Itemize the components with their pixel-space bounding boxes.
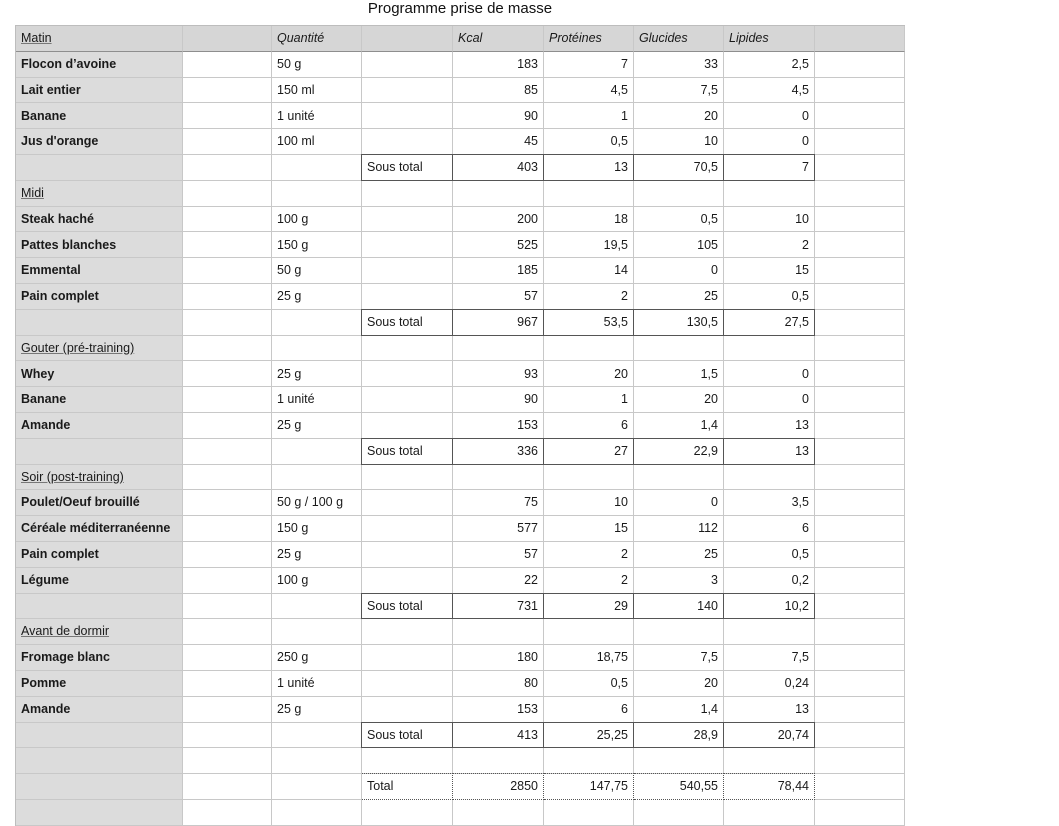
subtotal-proteines[interactable]: 25,25 (543, 722, 634, 749)
empty-cell[interactable] (183, 774, 272, 800)
empty-cell[interactable] (16, 594, 183, 620)
empty-cell[interactable] (815, 774, 905, 800)
food-name[interactable]: Lait entier (16, 78, 183, 104)
kcal-cell[interactable]: 90 (453, 387, 544, 413)
empty-cell[interactable] (183, 361, 272, 387)
food-name[interactable]: Légume (16, 568, 183, 594)
empty-cell[interactable] (362, 490, 453, 516)
quantity-cell[interactable]: 100 ml (272, 129, 362, 155)
empty-cell[interactable] (183, 516, 272, 542)
glucides-cell[interactable]: 3 (634, 568, 724, 594)
proteines-cell[interactable]: 19,5 (544, 232, 634, 258)
empty-cell[interactable] (362, 413, 453, 439)
lipides-cell[interactable]: 13 (724, 413, 815, 439)
food-name[interactable]: Fromage blanc (16, 645, 183, 671)
glucides-cell[interactable]: 0,5 (634, 207, 724, 233)
empty-cell[interactable] (362, 697, 453, 723)
subtotal-lipides[interactable]: 13 (723, 438, 815, 465)
empty-cell[interactable] (272, 439, 362, 465)
glucides-cell[interactable]: 105 (634, 232, 724, 258)
empty-cell[interactable] (16, 800, 183, 826)
empty-cell[interactable] (724, 465, 815, 491)
glucides-cell[interactable]: 7,5 (634, 78, 724, 104)
glucides-cell[interactable]: 1,5 (634, 361, 724, 387)
lipides-cell[interactable]: 0 (724, 387, 815, 413)
empty-cell[interactable] (815, 619, 905, 645)
header-cell[interactable]: Quantité (272, 26, 362, 52)
subtotal-label[interactable]: Sous total (361, 722, 453, 749)
quantity-cell[interactable]: 50 g (272, 258, 362, 284)
quantity-cell[interactable]: 1 unité (272, 671, 362, 697)
header-cell[interactable] (815, 26, 905, 52)
empty-cell[interactable] (815, 78, 905, 104)
empty-cell[interactable] (815, 129, 905, 155)
empty-cell[interactable] (544, 336, 634, 362)
header-cell[interactable]: Kcal (453, 26, 544, 52)
header-cell[interactable] (362, 26, 453, 52)
section-label[interactable]: Gouter (pré-training) (16, 336, 183, 362)
subtotal-lipides[interactable]: 7 (723, 154, 815, 181)
kcal-cell[interactable]: 75 (453, 490, 544, 516)
glucides-cell[interactable]: 0 (634, 490, 724, 516)
food-name[interactable]: Amande (16, 413, 183, 439)
food-name[interactable]: Emmental (16, 258, 183, 284)
lipides-cell[interactable]: 6 (724, 516, 815, 542)
empty-cell[interactable] (362, 207, 453, 233)
quantity-cell[interactable]: 100 g (272, 207, 362, 233)
empty-cell[interactable] (362, 284, 453, 310)
empty-cell[interactable] (362, 619, 453, 645)
empty-cell[interactable] (183, 336, 272, 362)
empty-cell[interactable] (362, 336, 453, 362)
proteines-cell[interactable]: 20 (544, 361, 634, 387)
header-cell[interactable] (183, 26, 272, 52)
empty-cell[interactable] (362, 387, 453, 413)
total-proteines[interactable]: 147,75 (544, 773, 634, 800)
glucides-cell[interactable]: 20 (634, 387, 724, 413)
empty-cell[interactable] (362, 232, 453, 258)
lipides-cell[interactable]: 0 (724, 103, 815, 129)
subtotal-glucides[interactable]: 70,5 (633, 154, 724, 181)
empty-cell[interactable] (183, 594, 272, 620)
empty-cell[interactable] (272, 181, 362, 207)
empty-cell[interactable] (362, 748, 453, 774)
quantity-cell[interactable]: 250 g (272, 645, 362, 671)
empty-cell[interactable] (362, 516, 453, 542)
empty-cell[interactable] (815, 697, 905, 723)
proteines-cell[interactable]: 14 (544, 258, 634, 284)
total-kcal[interactable]: 2850 (453, 773, 544, 800)
glucides-cell[interactable]: 112 (634, 516, 724, 542)
subtotal-kcal[interactable]: 336 (452, 438, 544, 465)
food-name[interactable]: Flocon d’avoine (16, 52, 183, 78)
kcal-cell[interactable]: 85 (453, 78, 544, 104)
kcal-cell[interactable]: 200 (453, 207, 544, 233)
empty-cell[interactable] (16, 748, 183, 774)
empty-cell[interactable] (183, 310, 272, 336)
empty-cell[interactable] (815, 207, 905, 233)
quantity-cell[interactable]: 150 ml (272, 78, 362, 104)
empty-cell[interactable] (183, 78, 272, 104)
subtotal-glucides[interactable]: 28,9 (633, 722, 724, 749)
empty-cell[interactable] (183, 181, 272, 207)
subtotal-glucides[interactable]: 22,9 (633, 438, 724, 465)
empty-cell[interactable] (815, 490, 905, 516)
proteines-cell[interactable]: 1 (544, 103, 634, 129)
empty-cell[interactable] (272, 800, 362, 826)
empty-cell[interactable] (815, 181, 905, 207)
subtotal-lipides[interactable]: 27,5 (723, 309, 815, 336)
kcal-cell[interactable]: 22 (453, 568, 544, 594)
kcal-cell[interactable]: 153 (453, 697, 544, 723)
kcal-cell[interactable]: 80 (453, 671, 544, 697)
quantity-cell[interactable]: 150 g (272, 516, 362, 542)
proteines-cell[interactable]: 6 (544, 697, 634, 723)
empty-cell[interactable] (16, 155, 183, 181)
subtotal-label[interactable]: Sous total (361, 438, 453, 465)
subtotal-kcal[interactable]: 967 (452, 309, 544, 336)
empty-cell[interactable] (362, 258, 453, 284)
total-label[interactable]: Total (362, 773, 453, 800)
kcal-cell[interactable]: 577 (453, 516, 544, 542)
proteines-cell[interactable]: 18 (544, 207, 634, 233)
subtotal-proteines[interactable]: 29 (543, 593, 634, 620)
glucides-cell[interactable]: 33 (634, 52, 724, 78)
food-name[interactable]: Whey (16, 361, 183, 387)
empty-cell[interactable] (362, 645, 453, 671)
empty-cell[interactable] (544, 748, 634, 774)
food-name[interactable]: Pain complet (16, 542, 183, 568)
empty-cell[interactable] (453, 181, 544, 207)
empty-cell[interactable] (815, 155, 905, 181)
food-name[interactable]: Pain complet (16, 284, 183, 310)
empty-cell[interactable] (815, 671, 905, 697)
empty-cell[interactable] (544, 181, 634, 207)
empty-cell[interactable] (183, 800, 272, 826)
subtotal-proteines[interactable]: 53,5 (543, 309, 634, 336)
total-lipides[interactable]: 78,44 (724, 773, 815, 800)
quantity-cell[interactable]: 100 g (272, 568, 362, 594)
glucides-cell[interactable]: 1,4 (634, 697, 724, 723)
subtotal-lipides[interactable]: 20,74 (723, 722, 815, 749)
empty-cell[interactable] (544, 619, 634, 645)
food-name[interactable]: Amande (16, 697, 183, 723)
empty-cell[interactable] (815, 387, 905, 413)
empty-cell[interactable] (362, 181, 453, 207)
empty-cell[interactable] (815, 568, 905, 594)
glucides-cell[interactable]: 7,5 (634, 645, 724, 671)
empty-cell[interactable] (815, 516, 905, 542)
sheet-title: Programme prise de masse (367, 0, 553, 17)
empty-cell[interactable] (183, 207, 272, 233)
total-glucides[interactable]: 540,55 (634, 773, 724, 800)
empty-cell[interactable] (183, 155, 272, 181)
empty-cell[interactable] (634, 800, 724, 826)
subtotal-kcal[interactable]: 403 (452, 154, 544, 181)
lipides-cell[interactable]: 7,5 (724, 645, 815, 671)
empty-cell[interactable] (815, 361, 905, 387)
empty-cell[interactable] (815, 310, 905, 336)
glucides-cell[interactable]: 20 (634, 103, 724, 129)
empty-cell[interactable] (16, 439, 183, 465)
subtotal-kcal[interactable]: 413 (452, 722, 544, 749)
empty-cell[interactable] (815, 103, 905, 129)
empty-cell[interactable] (453, 465, 544, 491)
food-name[interactable]: Jus d'orange (16, 129, 183, 155)
section-label[interactable]: Avant de dormir (16, 619, 183, 645)
quantity-cell[interactable]: 25 g (272, 413, 362, 439)
proteines-cell[interactable]: 2 (544, 284, 634, 310)
empty-cell[interactable] (16, 774, 183, 800)
empty-cell[interactable] (724, 800, 815, 826)
empty-cell[interactable] (16, 723, 183, 749)
empty-cell[interactable] (815, 800, 905, 826)
kcal-cell[interactable]: 153 (453, 413, 544, 439)
glucides-cell[interactable]: 20 (634, 671, 724, 697)
empty-cell[interactable] (272, 155, 362, 181)
food-name[interactable]: Banane (16, 103, 183, 129)
empty-cell[interactable] (544, 800, 634, 826)
empty-cell[interactable] (183, 697, 272, 723)
empty-cell[interactable] (272, 774, 362, 800)
lipides-cell[interactable]: 13 (724, 697, 815, 723)
empty-cell[interactable] (183, 439, 272, 465)
quantity-cell[interactable]: 1 unité (272, 103, 362, 129)
empty-cell[interactable] (815, 723, 905, 749)
lipides-cell[interactable]: 0 (724, 129, 815, 155)
lipides-cell[interactable]: 0,5 (724, 284, 815, 310)
empty-cell[interactable] (815, 413, 905, 439)
subtotal-proteines[interactable]: 27 (543, 438, 634, 465)
proteines-cell[interactable]: 18,75 (544, 645, 634, 671)
subtotal-proteines[interactable]: 13 (543, 154, 634, 181)
empty-cell[interactable] (634, 336, 724, 362)
empty-cell[interactable] (16, 310, 183, 336)
kcal-cell[interactable]: 45 (453, 129, 544, 155)
empty-cell[interactable] (724, 748, 815, 774)
empty-cell[interactable] (362, 361, 453, 387)
kcal-cell[interactable]: 57 (453, 284, 544, 310)
kcal-cell[interactable]: 90 (453, 103, 544, 129)
lipides-cell[interactable]: 2,5 (724, 52, 815, 78)
empty-cell[interactable] (183, 723, 272, 749)
subtotal-glucides[interactable]: 130,5 (633, 309, 724, 336)
lipides-cell[interactable]: 0,24 (724, 671, 815, 697)
lipides-cell[interactable]: 10 (724, 207, 815, 233)
food-name[interactable]: Poulet/Oeuf brouillé (16, 490, 183, 516)
empty-cell[interactable] (453, 336, 544, 362)
empty-cell[interactable] (634, 465, 724, 491)
food-name[interactable]: Steak haché (16, 207, 183, 233)
quantity-cell[interactable]: 25 g (272, 284, 362, 310)
empty-cell[interactable] (362, 568, 453, 594)
kcal-cell[interactable]: 183 (453, 52, 544, 78)
empty-cell[interactable] (183, 490, 272, 516)
empty-cell[interactable] (272, 619, 362, 645)
empty-cell[interactable] (183, 568, 272, 594)
header-cell[interactable]: Glucides (634, 26, 724, 52)
empty-cell[interactable] (815, 645, 905, 671)
proteines-cell[interactable]: 2 (544, 568, 634, 594)
empty-cell[interactable] (362, 671, 453, 697)
glucides-cell[interactable]: 1,4 (634, 413, 724, 439)
empty-cell[interactable] (183, 465, 272, 491)
spreadsheet-grid (15, 25, 905, 826)
empty-cell[interactable] (815, 439, 905, 465)
lipides-cell[interactable]: 4,5 (724, 78, 815, 104)
empty-cell[interactable] (634, 748, 724, 774)
glucides-cell[interactable]: 25 (634, 542, 724, 568)
empty-cell[interactable] (183, 258, 272, 284)
quantity-cell[interactable]: 150 g (272, 232, 362, 258)
header-cell[interactable]: Matin (16, 26, 183, 52)
subtotal-kcal[interactable]: 731 (452, 593, 544, 620)
proteines-cell[interactable]: 1 (544, 387, 634, 413)
kcal-cell[interactable]: 57 (453, 542, 544, 568)
food-name[interactable]: Céréale méditerranéenne (16, 516, 183, 542)
proteines-cell[interactable]: 15 (544, 516, 634, 542)
subtotal-glucides[interactable]: 140 (633, 593, 724, 620)
empty-cell[interactable] (724, 336, 815, 362)
empty-cell[interactable] (183, 671, 272, 697)
empty-cell[interactable] (453, 800, 544, 826)
empty-cell[interactable] (362, 800, 453, 826)
section-label[interactable]: Midi (16, 181, 183, 207)
empty-cell[interactable] (272, 336, 362, 362)
glucides-cell[interactable]: 25 (634, 284, 724, 310)
empty-cell[interactable] (183, 284, 272, 310)
kcal-cell[interactable]: 93 (453, 361, 544, 387)
empty-cell[interactable] (453, 748, 544, 774)
empty-cell[interactable] (362, 103, 453, 129)
empty-cell[interactable] (183, 542, 272, 568)
proteines-cell[interactable]: 2 (544, 542, 634, 568)
lipides-cell[interactable]: 2 (724, 232, 815, 258)
empty-cell[interactable] (544, 465, 634, 491)
section-label[interactable]: Soir (post-training) (16, 465, 183, 491)
empty-cell[interactable] (815, 258, 905, 284)
food-name[interactable]: Pattes blanches (16, 232, 183, 258)
empty-cell[interactable] (272, 310, 362, 336)
glucides-cell[interactable]: 10 (634, 129, 724, 155)
empty-cell[interactable] (362, 465, 453, 491)
quantity-cell[interactable]: 25 g (272, 361, 362, 387)
quantity-cell[interactable]: 1 unité (272, 387, 362, 413)
kcal-cell[interactable]: 185 (453, 258, 544, 284)
subtotal-label[interactable]: Sous total (361, 309, 453, 336)
empty-cell[interactable] (815, 748, 905, 774)
empty-cell[interactable] (183, 232, 272, 258)
empty-cell[interactable] (362, 129, 453, 155)
lipides-cell[interactable]: 0,5 (724, 542, 815, 568)
empty-cell[interactable] (183, 52, 272, 78)
subtotal-lipides[interactable]: 10,2 (723, 593, 815, 620)
lipides-cell[interactable]: 15 (724, 258, 815, 284)
glucides-cell[interactable]: 0 (634, 258, 724, 284)
empty-cell[interactable] (362, 52, 453, 78)
empty-cell[interactable] (272, 465, 362, 491)
empty-cell[interactable] (183, 103, 272, 129)
proteines-cell[interactable]: 4,5 (544, 78, 634, 104)
empty-cell[interactable] (815, 284, 905, 310)
empty-cell[interactable] (815, 232, 905, 258)
empty-cell[interactable] (272, 594, 362, 620)
empty-cell[interactable] (362, 542, 453, 568)
empty-cell[interactable] (183, 619, 272, 645)
proteines-cell[interactable]: 7 (544, 52, 634, 78)
empty-cell[interactable] (634, 619, 724, 645)
proteines-cell[interactable]: 10 (544, 490, 634, 516)
proteines-cell[interactable]: 6 (544, 413, 634, 439)
proteines-cell[interactable]: 0,5 (544, 671, 634, 697)
empty-cell[interactable] (453, 619, 544, 645)
proteines-cell[interactable]: 0,5 (544, 129, 634, 155)
header-cell[interactable]: Lipides (724, 26, 815, 52)
empty-cell[interactable] (815, 465, 905, 491)
empty-cell[interactable] (724, 181, 815, 207)
quantity-cell[interactable]: 25 g (272, 542, 362, 568)
empty-cell[interactable] (183, 387, 272, 413)
kcal-cell[interactable]: 180 (453, 645, 544, 671)
subtotal-label[interactable]: Sous total (361, 593, 453, 620)
empty-cell[interactable] (183, 645, 272, 671)
empty-cell[interactable] (815, 336, 905, 362)
empty-cell[interactable] (815, 594, 905, 620)
food-name[interactable]: Pomme (16, 671, 183, 697)
empty-cell[interactable] (183, 748, 272, 774)
lipides-cell[interactable]: 3,5 (724, 490, 815, 516)
header-cell[interactable]: Protéines (544, 26, 634, 52)
food-name[interactable]: Banane (16, 387, 183, 413)
empty-cell[interactable] (272, 748, 362, 774)
quantity-cell[interactable]: 50 g (272, 52, 362, 78)
empty-cell[interactable] (724, 619, 815, 645)
quantity-cell[interactable]: 50 g / 100 g (272, 490, 362, 516)
empty-cell[interactable] (815, 52, 905, 78)
empty-cell[interactable] (183, 413, 272, 439)
empty-cell[interactable] (634, 181, 724, 207)
lipides-cell[interactable]: 0,2 (724, 568, 815, 594)
empty-cell[interactable] (272, 723, 362, 749)
quantity-cell[interactable]: 25 g (272, 697, 362, 723)
lipides-cell[interactable]: 0 (724, 361, 815, 387)
empty-cell[interactable] (362, 78, 453, 104)
empty-cell[interactable] (815, 542, 905, 568)
kcal-cell[interactable]: 525 (453, 232, 544, 258)
empty-cell[interactable] (183, 129, 272, 155)
subtotal-label[interactable]: Sous total (361, 154, 453, 181)
